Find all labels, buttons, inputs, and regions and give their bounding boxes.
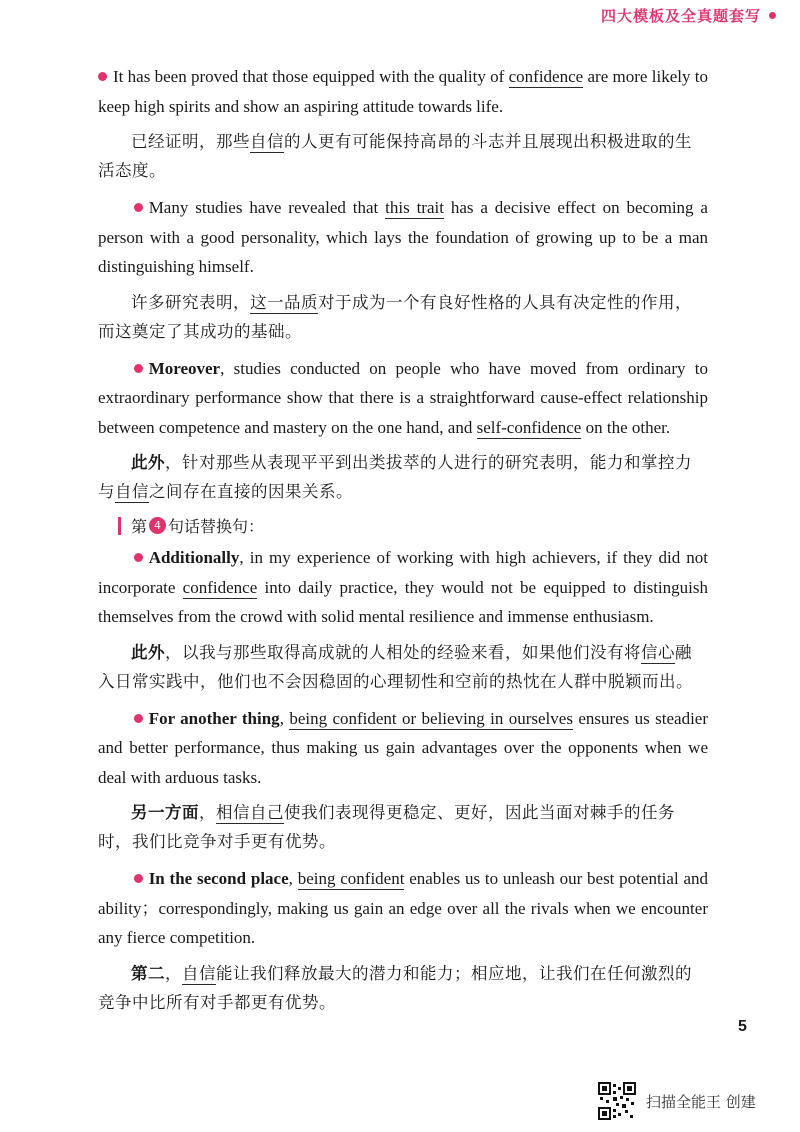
english-paragraph-1 <box>98 62 708 121</box>
header-dot-icon <box>769 12 776 19</box>
zh-text: ，针对那些从表现平平到出类拔萃的人进行的研究表明，能力和掌控力与 <box>98 453 692 501</box>
zh-text: 对于成为一个有良好性格的人具有决定性的作用，而这奠定了其成功的基础。 <box>98 292 692 341</box>
section-suffix: 句话替换句： <box>168 517 265 536</box>
en-bold-lead: Additionally <box>148 548 240 567</box>
en-underlined-phrase: confidence <box>508 67 584 86</box>
en-underlined-phrase: being confident or believing in ourselves <box>289 708 573 728</box>
zh-underlined-phrase: 自信 <box>115 482 149 501</box>
zh-text: 融入日常实践中，他们也不会因稳固的心理韧性和空前的热忱在人群中脱颖而出。 <box>98 642 693 691</box>
bullet-icon <box>98 72 107 81</box>
section-heading <box>118 514 708 537</box>
en-text: , studies conducted on people who have moved from ordinary to extraordinary performance show that there is a straightforward cause-effect relationship between competence and mastery on the one hand, and <box>98 358 708 437</box>
zh-text: ， <box>199 803 216 822</box>
en-underlined-phrase: being confident <box>297 869 405 888</box>
en-text: has a decisive effect on becoming a person with a good personality, which lays the foundation of growing up to be a man distinguishing himself. <box>98 198 708 276</box>
en-text: are more likely to keep high spirits and show an aspiring attitude towards life. <box>98 67 708 116</box>
en-text: , in my experience of working with high achievers, if they did not incorporate <box>98 548 708 597</box>
section-prefix: 第 <box>131 517 148 536</box>
footer-watermark <box>598 1082 756 1120</box>
bullet-icon <box>134 553 143 562</box>
zh-text: 能让我们释放最大的潜力和能力；相应地，让我们在任何激烈的竞争中比所有对手都更有优势。 <box>98 963 692 1012</box>
qr-code-icon <box>598 1082 636 1120</box>
zh-underlined-phrase: 信心 <box>641 642 675 662</box>
en-bold-lead: Moreover <box>148 358 221 378</box>
chinese-paragraph-3 <box>98 448 708 506</box>
en-text: ensures us steadier and better performance, thus making us gain advantages over the opponents when we deal with arduous tasks. <box>98 708 708 787</box>
zh-bold-lead: 此外 <box>131 642 165 662</box>
bullet-icon <box>134 714 143 723</box>
en-bold-lead: In the second place <box>148 869 289 888</box>
en-text: on the other. <box>581 417 671 437</box>
zh-text: 之间存在直接的因果关系。 <box>149 482 353 501</box>
replacement-chinese-paragraph-3 <box>98 959 708 1017</box>
zh-text: 许多研究表明， <box>131 292 250 312</box>
header-title: 四大模板及全真题套写 <box>600 6 761 25</box>
page-number: 5 <box>738 1018 747 1035</box>
section-bar <box>118 517 121 535</box>
zh-underlined-phrase: 这一品质 <box>250 292 318 312</box>
zh-text: ，以我与那些取得高成就的人相处的经验来看，如果他们没有将 <box>165 642 641 662</box>
replacement-english-paragraph-3 <box>98 864 708 953</box>
replacement-chinese-paragraph-2 <box>98 798 708 856</box>
bullet-icon <box>134 874 143 883</box>
english-paragraph-3 <box>98 354 708 443</box>
zh-bold-lead: 另一方面 <box>131 803 199 822</box>
zh-bold-lead: 此外 <box>131 453 165 472</box>
chinese-paragraph-2 <box>98 288 708 346</box>
zh-text: 已经证明，那些 <box>131 132 250 151</box>
zh-text: 的人更有可能保持高昂的斗志并且展现出积极进取的生活态度。 <box>98 132 692 180</box>
en-underlined-phrase: self-confidence <box>476 417 582 437</box>
zh-underlined-phrase: 相信自己 <box>216 803 284 822</box>
en-bold-lead: For another thing <box>148 708 280 728</box>
en-text: , <box>288 869 298 888</box>
zh-text: ， <box>165 963 182 983</box>
section-number-badge: 4 <box>149 517 166 534</box>
en-underlined-phrase: this trait <box>385 198 444 217</box>
replacement-english-paragraph-2 <box>98 704 708 793</box>
en-text: Many studies have revealed that <box>148 198 386 217</box>
replacement-chinese-paragraph-1 <box>98 638 708 696</box>
en-text: into daily practice, they would not be equipped to distinguish themselves from the crowd with solid mental resilience and immense enthusiasm. <box>98 577 708 626</box>
en-text: , <box>279 708 290 728</box>
en-text: enables us to unleash our best potential and ability；correspondingly, making us gain an edge over all the rivals when we encounter any fierce competition. <box>98 869 708 947</box>
zh-bold-lead: 第二 <box>131 963 165 983</box>
zh-underlined-phrase: 自信 <box>250 132 284 151</box>
bullet-icon <box>134 203 143 212</box>
chinese-paragraph-1 <box>98 127 708 185</box>
zh-text: 使我们表现得更稳定、更好，因此当面对棘手的任务时，我们比竞争对手更有优势。 <box>98 803 675 851</box>
footer-text: 扫描全能王 创建 <box>646 1092 756 1111</box>
english-paragraph-2 <box>98 193 708 282</box>
en-underlined-phrase: confidence <box>182 577 258 597</box>
replacement-english-paragraph-1 <box>98 543 708 632</box>
header-tag <box>601 0 776 30</box>
bullet-icon <box>134 364 143 373</box>
zh-underlined-phrase: 自信 <box>182 963 216 983</box>
en-text: It has been proved that those equipped with the quality of <box>113 67 509 86</box>
page-content <box>98 62 708 1025</box>
